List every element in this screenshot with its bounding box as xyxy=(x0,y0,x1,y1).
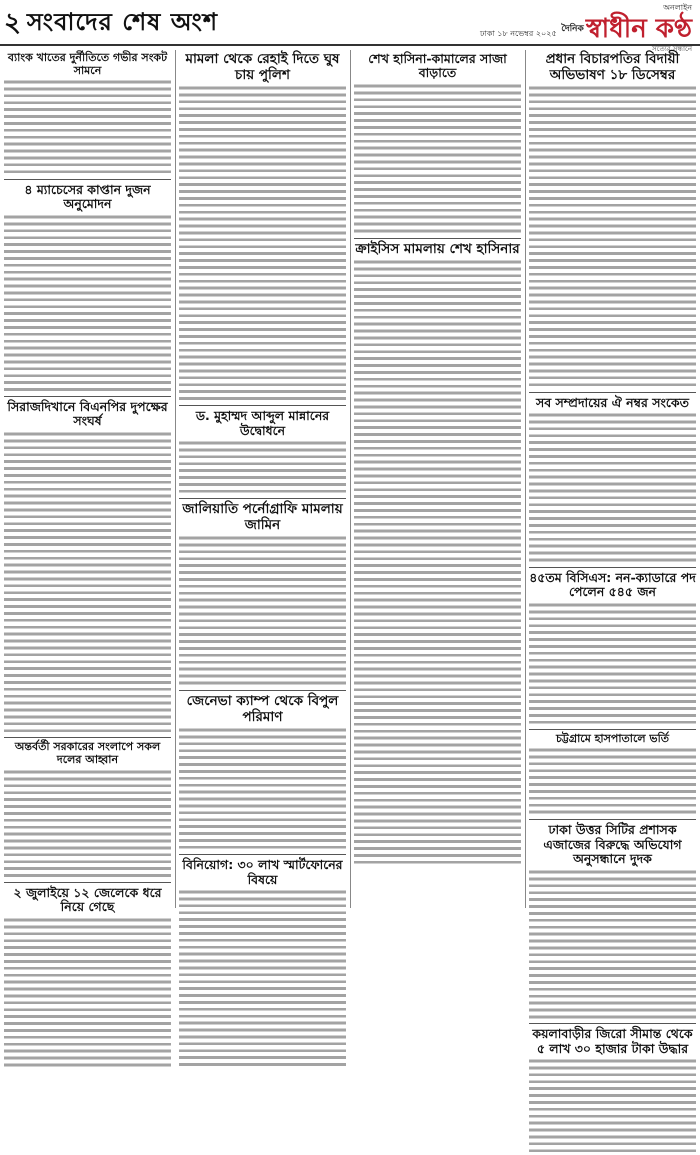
story-headline: সিরাজদিখানে বিএনপির দুপক্ষের সংঘর্ষ xyxy=(7,399,168,429)
column-1 xyxy=(4,50,171,915)
story-body xyxy=(179,535,346,687)
story-headline: জেনেভা ক্যাম্প থেকে বিপুল পরিমাণ xyxy=(186,693,339,725)
story-body xyxy=(179,440,346,495)
news-story xyxy=(529,729,696,817)
story-headline: সব সম্প্রদায়ের ঐ নম্বর সংকেত xyxy=(535,394,690,410)
story-divider xyxy=(529,1023,696,1024)
column-4 xyxy=(529,50,696,1056)
story-headline: ড. মুহাম্মদ আব্দুল মান্নানের উদ্বোধনে xyxy=(195,408,330,438)
paper-logo xyxy=(561,2,692,55)
story-divider xyxy=(179,854,346,855)
story-body xyxy=(354,83,521,235)
story-body xyxy=(529,412,696,564)
news-story xyxy=(529,567,696,726)
story-body xyxy=(179,727,346,851)
story-divider xyxy=(179,498,346,499)
news-story xyxy=(529,1023,696,1154)
story-body xyxy=(4,214,171,393)
section-header xyxy=(4,2,218,46)
story-headline: চট্টগ্রামে হাসপাতালে ভর্তি xyxy=(555,731,670,745)
paper-name: স্বাধীন কণ্ঠ xyxy=(585,14,692,44)
column-rule xyxy=(175,50,176,908)
story-headline: ৪৫তম বিসিএস: নন-ক্যাডারে পদ পেলেন ৫৪৫ জন xyxy=(529,569,696,600)
paper-tagline: সত্যের সন্ধানে xyxy=(652,45,692,53)
story-divider xyxy=(179,405,346,406)
section-title: সংবাদের শেষ অংশ xyxy=(26,8,219,36)
story-divider xyxy=(529,729,696,730)
story-divider xyxy=(179,690,346,691)
story-body xyxy=(179,85,346,402)
story-divider xyxy=(4,396,171,397)
story-headline: শেখ হাসিনা-কামালের সাজা বাড়াতে xyxy=(368,51,507,81)
story-body xyxy=(354,259,521,866)
story-body xyxy=(529,1058,696,1155)
story-headline: ঢাকা উত্তর সিটির প্রশাসক এজাজের বিরুদ্ধে অভিযোগ অনুসন্ধানে দুদক xyxy=(543,822,682,867)
news-story xyxy=(179,854,346,1068)
story-body xyxy=(4,769,171,879)
news-story xyxy=(4,396,171,734)
story-headline: ক্রাইসিস মামলায় শেখ হাসিনার xyxy=(355,240,520,257)
story-headline: প্রধান বিচারপতির বিদায়ী অভিভাষণ ১৮ ডিসেম্বর xyxy=(545,51,680,83)
column-2 xyxy=(179,50,346,906)
news-story xyxy=(4,882,171,1069)
story-divider xyxy=(354,238,521,239)
story-headline: বিনিয়োগ: ৩০ লাখ স্মার্টফোনের বিষয়ে xyxy=(182,857,343,887)
masthead xyxy=(0,0,700,53)
story-headline: অন্তর্বর্তী সরকারের সংলাপে সকল দলের আহ্বান xyxy=(14,740,161,766)
column-rule xyxy=(525,50,526,908)
column-3 xyxy=(354,50,521,906)
news-story xyxy=(179,52,346,402)
page-number: ২ xyxy=(4,8,21,38)
story-body xyxy=(529,85,696,389)
news-story xyxy=(179,498,346,687)
story-headline: কয়লাবাড়ীর জিরো সীমান্ত থেকে ৫ লাখ ৩০ হাজার টাকা উদ্ধার xyxy=(532,1026,693,1056)
paper-daily-label: দৈনিক xyxy=(561,24,584,34)
story-divider xyxy=(529,392,696,393)
story-headline: ৪ ম্যাচেসের কাপ্তান দুজন অনুমোদন xyxy=(24,181,151,212)
news-story xyxy=(529,52,696,389)
edition-label: অনলাইন xyxy=(663,3,692,12)
news-story xyxy=(179,690,346,851)
story-headline: মামলা থেকে রেহাই দিতে ঘুষ চায় পুলিশ xyxy=(185,51,340,83)
story-body xyxy=(529,747,696,816)
story-headline: ২ জুলাইয়ে ১২ জেলেকে ধরে নিয়ে গেছে xyxy=(13,885,162,915)
story-body xyxy=(529,869,696,1021)
story-divider xyxy=(4,179,171,180)
story-body xyxy=(529,602,696,726)
story-body xyxy=(179,889,346,1068)
news-story xyxy=(179,405,346,495)
news-story xyxy=(529,392,696,564)
story-divider xyxy=(4,737,171,738)
story-divider xyxy=(4,882,171,883)
news-story xyxy=(4,737,171,879)
story-body xyxy=(4,431,171,735)
news-story xyxy=(354,52,521,235)
story-body xyxy=(4,917,171,1069)
story-headline: ব্যাংক খাতের দুর্নীতিতে গভীর সংকট সামনে xyxy=(7,51,168,77)
news-story xyxy=(354,238,521,867)
story-body xyxy=(4,79,171,176)
news-story xyxy=(4,52,171,176)
story-divider xyxy=(529,819,696,820)
column-rule xyxy=(350,50,351,908)
dateline: ঢাকা ১৮ নভেম্বর ২০২৫ xyxy=(480,29,557,38)
story-divider xyxy=(529,567,696,568)
news-story xyxy=(529,819,696,1020)
news-story xyxy=(4,179,171,393)
story-headline: জালিয়াতি পর্নোগ্রাফি মামলায় জামিন xyxy=(182,501,343,533)
